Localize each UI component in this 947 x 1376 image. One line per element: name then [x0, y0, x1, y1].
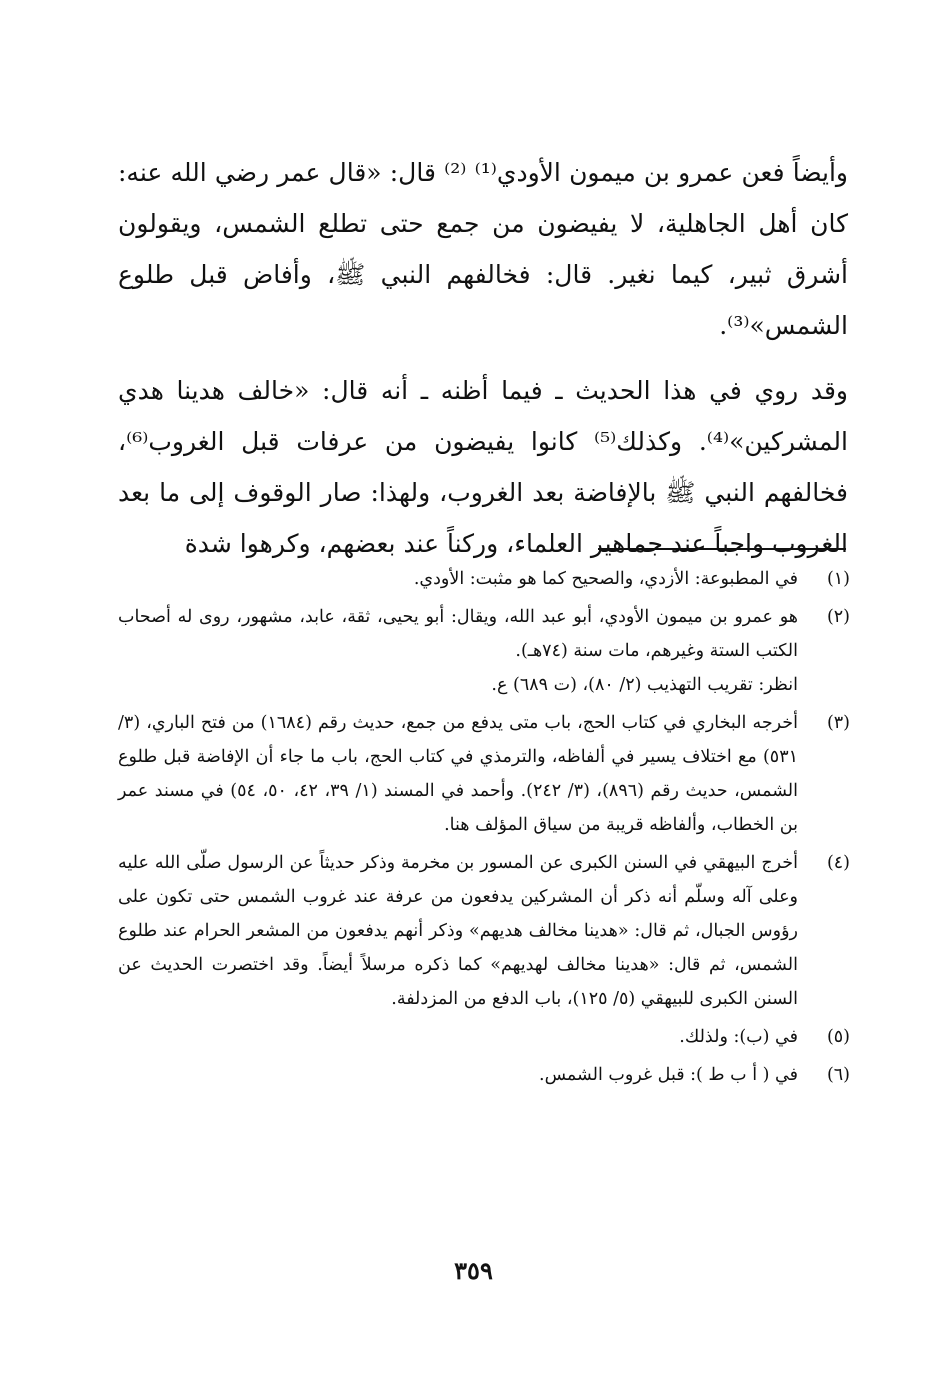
- main-paragraph-1: وأيضاً فعن عمرو بن ميمون الأودي⁽¹⁾ ⁽²⁾ قال: «قال عمر رضي الله عنه: كان أهل الجاهلية، لا يفيضون من جمع حتى تطلع الشمس، ويقولون أشرق ثبير، كيما نغير. قال: فخالفهم النبي ﷺ، وأفاض قبل طلوع الشمس»⁽³⁾.: [118, 158, 848, 340]
- footnote-3: [118, 706, 850, 842]
- footnote-number: (٥): [826, 1027, 850, 1047]
- footnote-reference: انظر: تقريب التهذيب (٢/ ٨٠)، (ت ٦٨٩) ع.: [491, 675, 798, 695]
- footnote-separator: [598, 548, 846, 550]
- footnotes: [118, 562, 850, 1096]
- page-number: ٣٥٩: [454, 1256, 493, 1285]
- footnote-number: (٣): [826, 713, 850, 733]
- footnote-2: [118, 600, 850, 702]
- footnote-text: أخرج البيهقي في السنن الكبرى عن المسور بن مخرمة وذكر حديثاً عن الرسول صلّى الله عليه وعلى آله وسلّم أنه ذكر أن المشركين يدفعون من عرفة عند غروب الشمس حتى تكون على رؤوس الجبال، ثم قال: «هدينا مخالف هديهم» وذكر أنهم يدفعون من المشعر الحرام عند طلوع الشمس، ثم قال: «هدينا مخالف لهديهم» كما ذكره مرسلاً أيضاً. وقد اختصرت الحديث عن السنن الكبرى للبيهقي (٥/ ١٢٥)، باب الدفع من المزدلفة.: [118, 853, 798, 1009]
- footnote-number: (١): [826, 569, 850, 589]
- footnote-text: في (ب): ولذلك.: [679, 1027, 798, 1047]
- footnote-number: (٤): [826, 853, 850, 873]
- footnote-text: أخرجه البخاري في كتاب الحج، باب متى يدفع من جمع، حديث رقم (١٦٨٤) من فتح الباري، (٣/ ٥٣١) مع اختلاف يسير في ألفاظه، والترمذي في كتاب الحج، باب ما جاء أن الإفاضة قبل طلوع الشمس، حديث رقم (٨٩٦)، (٣/ ٢٤٢). وأحمد في المسند (١/ ٣٩، ٤٢، ٥٠، ٥٤) في مسند عمر بن الخطاب، وألفاظه قريبة من سياق المؤلف هنا.: [118, 713, 798, 835]
- footnote-number: (٦): [826, 1065, 850, 1085]
- footnote-number: (٢): [826, 607, 850, 627]
- footnote-6: [118, 1058, 850, 1092]
- footnote-text: في ( أ ب ط ): قبل غروب الشمس.: [539, 1065, 798, 1085]
- footnote-text: في المطبوعة: الأزدي، والصحيح كما هو مثبت: الأودي.: [413, 569, 798, 589]
- footnote-1: [118, 562, 850, 596]
- footnote-5: [118, 1020, 850, 1054]
- main-paragraph-2: وقد روي في هذا الحديث ـ فيما أظنه ـ أنه قال: «خالف هدينا هدي المشركين»⁽⁴⁾. وكذلك⁽⁵⁾ كانوا يفيضون من عرفات قبل الغروب⁽⁶⁾، فخالفهم النبي ﷺ بالإفاضة بعد الغروب، ولهذا: صار الوقوف إلى ما بعد الغروب واجباً عند جماهير العلماء، وركناً عند بعضهم، وكرهوا شدة: [118, 376, 848, 558]
- footnote-4: [118, 846, 850, 1016]
- footnote-text: هو عمرو بن ميمون الأودي، أبو عبد الله، ويقال: أبو يحيى، ثقة، عابد، مشهور، روى له أصحاب الكتب الستة وغيرهم، مات سنة (٧٤هـ).: [118, 607, 798, 661]
